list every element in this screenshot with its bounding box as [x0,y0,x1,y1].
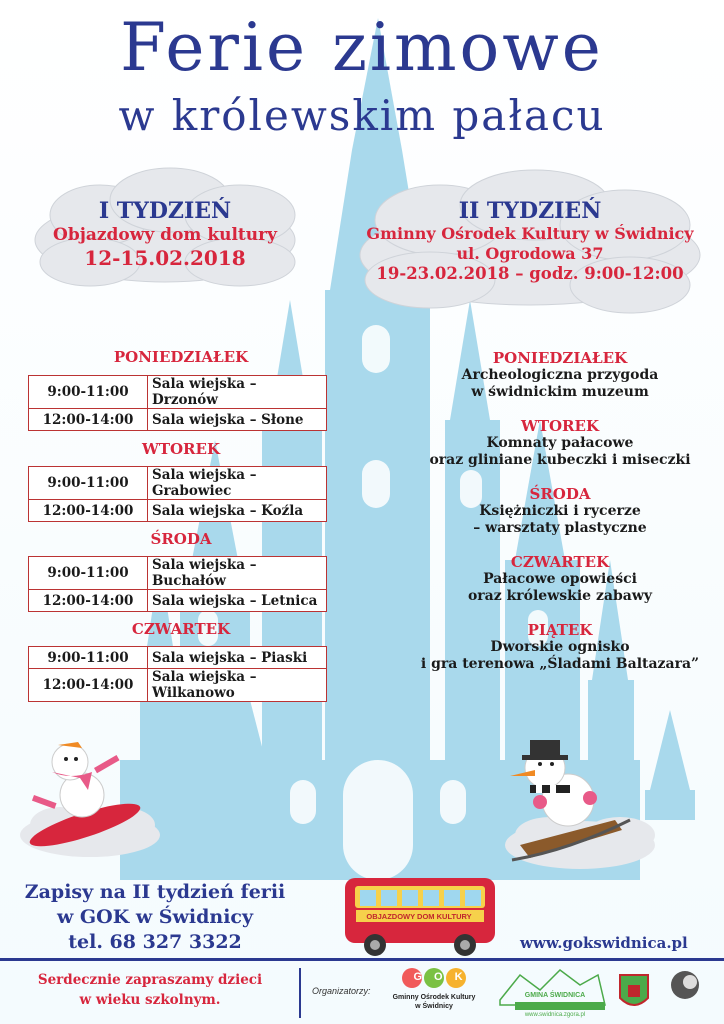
website-link[interactable]: www.gokswidnica.pl [520,934,688,952]
week2-day-heading: CZWARTEK [510,553,610,571]
time-cell: 9:00-11:00 [29,376,148,409]
week1-schedule-table [28,646,327,702]
time-cell: 12:00-14:00 [29,669,148,702]
place-cell: Sala wiejska – Słone [148,409,327,431]
invitation-line: w wieku szkolnym. [79,992,221,1008]
activity-line: Księżniczki i rycerze [479,503,641,519]
coat-of-arms-logo [620,975,648,1005]
invitation-text [20,970,280,1010]
week2-address: ul. Ogrodowa 37 [456,244,604,263]
week1-day-heading: WTOREK [141,440,220,458]
week1-day-heading: PONIEDZIAŁEK [113,348,249,366]
signup-line: Zapisy na II tydzień ferii [24,881,286,903]
time-cell: 12:00-14:00 [29,590,148,612]
activity-line: w świdnickim muzeum [471,384,649,400]
signup-line: w GOK w Świdnicy [56,906,254,928]
activity-line: i gra terenowa „Śladami Baltazara” [420,656,700,672]
activity-line: Komnaty pałacowe [486,435,634,451]
week2-day-heading: ŚRODA [529,485,591,503]
activity-line: oraz królewskie zabawy [467,588,653,604]
poster-subtitle: w królewskim pałacu [118,91,606,140]
week2-day-heading: WTOREK [520,417,599,435]
week1-schedule-table [28,375,327,431]
week1-subtitle: Objazdowy dom kultury [53,225,277,245]
signup-info [20,880,290,955]
week2-activity [400,350,720,401]
place-cell: Sala wiejska – Piaski [148,647,327,669]
week2-activity [400,622,720,673]
museum-logo [671,971,699,999]
week2-day-heading: PONIEDZIAŁEK [492,349,628,367]
invitation-line: Serdecznie zapraszamy dzieci [37,972,263,988]
table-row [29,669,327,702]
organizers-label: Organizatorzy: [312,986,371,996]
week2-day-heading: PIĄTEK [527,621,593,639]
week1-day-heading: ŚRODA [150,530,212,548]
activity-line: oraz gliniane kubeczki i miseczki [429,452,691,468]
place-cell: Sala wiejska – Buchałów [148,557,327,590]
week1-info [40,198,290,270]
activity-line: Dworskie ognisko [490,639,630,655]
week1-heading: I TYDZIEŃ [98,198,232,224]
time-cell: 12:00-14:00 [29,500,148,522]
table-row [29,409,327,431]
week2-venue: Gminny Ośrodek Kultury w Świdnicy [366,224,694,243]
gmina-url: www.swidnica.zgora.pl [524,1012,586,1018]
week1-schedule-table [28,556,327,612]
signup-phone: tel. 68 327 3322 [68,931,242,953]
time-cell: 12:00-14:00 [29,409,148,431]
time-cell: 9:00-11:00 [29,647,148,669]
table-row [29,500,327,522]
place-cell: Sala wiejska – Grabowiec [148,467,327,500]
bus-label: OBJAZDOWY DOM KULTURY [366,912,472,921]
place-cell: Sala wiejska – Koźla [148,500,327,522]
gok-name [388,993,480,1011]
gok-logo-text: GOK [413,971,475,983]
poster-title: Ferie zimowe [120,9,604,86]
place-cell: Sala wiejska – Wilkanowo [148,669,327,702]
activity-line: – warsztaty plastyczne [473,520,647,536]
week2-activity [400,554,720,605]
table-row [29,376,327,409]
activity-line: Archeologiczna przygoda [461,367,659,383]
week2-activity [400,486,720,537]
week1-dates: 12-15.02.2018 [84,246,246,270]
table-row [29,647,327,669]
table-row [29,557,327,590]
week2-info [360,198,700,284]
gmina-logo-text: GMINA ŚWIDNICA [524,992,586,999]
week2-dates: 19-23.02.2018 – godz. 9:00-12:00 [376,264,684,283]
table-row [29,590,327,612]
table-row [29,467,327,500]
activity-line: Pałacowe opowieści [483,571,637,587]
week1-schedule-table [28,466,327,522]
gok-name-line: Gminny Ośrodek Kultury [392,994,476,1001]
gok-name-line: w Świdnicy [415,1003,453,1010]
week1-day-heading: CZWARTEK [131,620,231,638]
week2-activity [400,418,720,469]
place-cell: Sala wiejska – Letnica [148,590,327,612]
place-cell: Sala wiejska – Drzonów [148,376,327,409]
time-cell: 9:00-11:00 [29,557,148,590]
time-cell: 9:00-11:00 [29,467,148,500]
week2-heading: II TYDZIEŃ [458,198,602,224]
